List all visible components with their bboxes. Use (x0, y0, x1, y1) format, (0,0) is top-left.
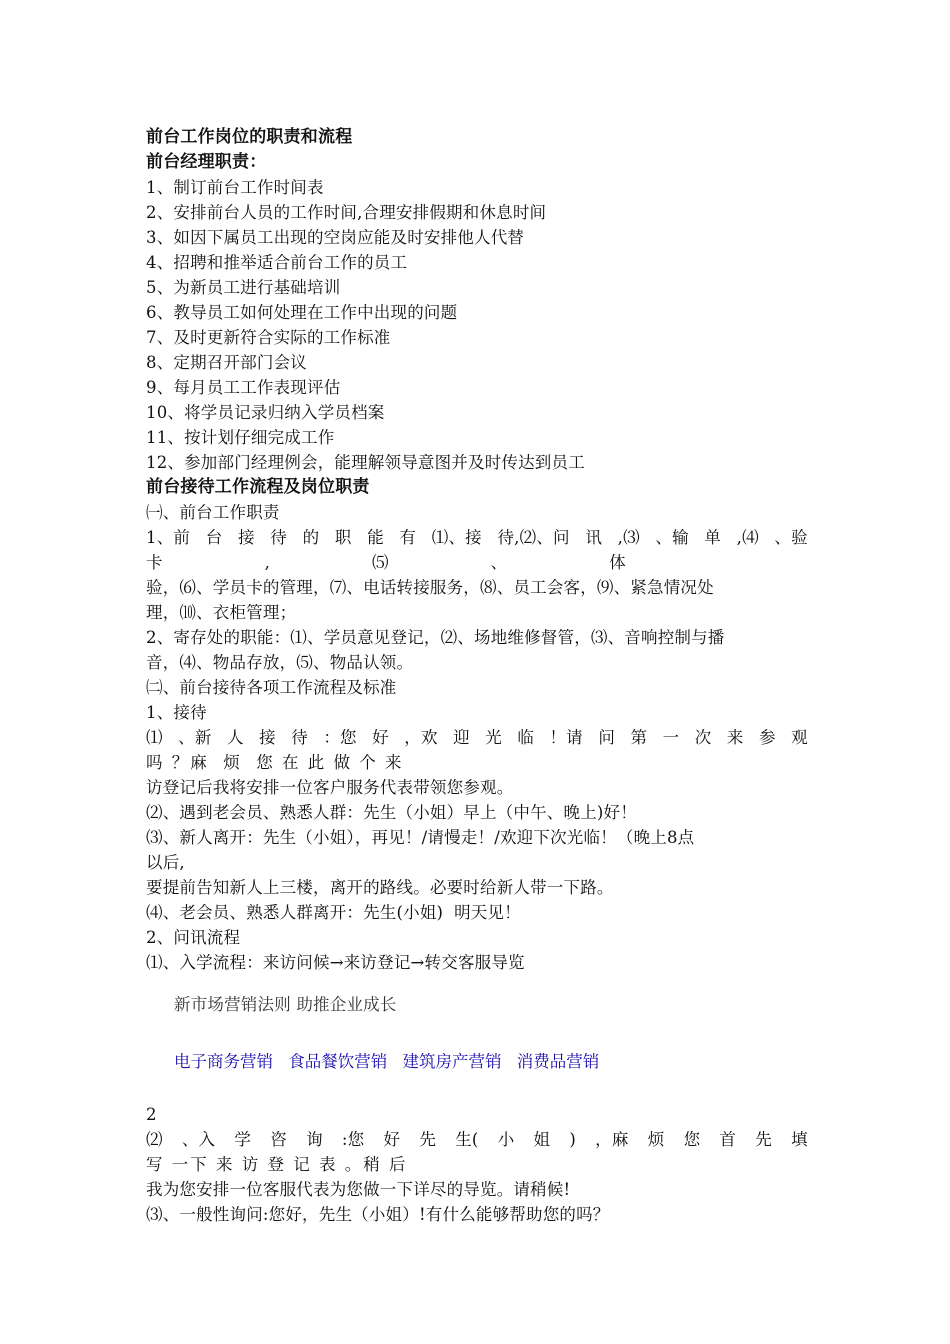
text-fragment: 接 (259, 728, 276, 747)
ad-link-ecommerce[interactable]: 电子商务营销 (174, 1052, 273, 1071)
section-2-title: ㈡、前台接待各项工作流程及标准 (146, 678, 397, 697)
text-fragment: 台 (205, 528, 223, 547)
text-fragment: 、输 (655, 528, 689, 547)
list-item: 11、按计划仔细完成工作 (146, 428, 335, 447)
paragraph-line: ⑶、一般性询问:您好，先生（小姐）!有什么能够帮助您的吗？ (146, 1205, 610, 1224)
text-fragment: ，麻 (595, 1130, 629, 1149)
text-fragment: 卡 (146, 553, 163, 572)
text-fragment: 有 (399, 528, 417, 547)
text-fragment: 询 (306, 1130, 323, 1149)
paragraph-line: 要提前告知新人上三楼，离开的路线。必要时给新人带一下路。 (146, 878, 614, 897)
text-fragment: 能 (367, 528, 384, 547)
text-fragment: 烦 (647, 1130, 665, 1149)
paragraph-line: 音，⑷、物品存放，⑸、物品认领。 (146, 653, 414, 672)
paragraph-line: 访登记后我将安排一位客户服务代表带领您参观。 (146, 778, 514, 797)
paragraph-line: 写 一下 来 访 登 记 表 。稍 后 (146, 1155, 408, 1174)
text-fragment: , (264, 553, 271, 572)
subsection-title: 2、问讯流程 (146, 928, 241, 947)
list-item: 4、招聘和推举适合前台工作的员工 (146, 253, 408, 272)
text-fragment: 一 (662, 728, 680, 747)
text-fragment: ，欢 (404, 728, 438, 747)
text-fragment: 首 (719, 1130, 737, 1149)
section-1-title: ㈠、前台工作职责 (146, 503, 280, 522)
text-fragment: 咨 (270, 1130, 287, 1149)
paragraph-line: 理，⑽、衣柜管理； (146, 603, 297, 622)
text-fragment: 、入 (181, 1130, 216, 1149)
list-item: 8、定期召开部门会议 (146, 353, 307, 372)
spacer (146, 1074, 808, 1102)
text-fragment: ⑴ (146, 728, 163, 747)
text-fragment: 填 (791, 1130, 808, 1149)
text-fragment: ：您 (323, 728, 357, 747)
list-item: 3、如因下属员工出现的空岗应能及时安排他人代替 (146, 228, 525, 247)
text-fragment: 第 (630, 728, 648, 747)
text-fragment: 单 (704, 528, 722, 547)
list-item: 6、教导员工如何处理在工作中出现的问题 (146, 303, 458, 322)
subsection-title: 1、接待 (146, 703, 207, 722)
text-fragment: 小 (497, 1130, 515, 1149)
spacer (146, 975, 808, 992)
list-item: 2、安排前台人员的工作时间,合理安排假期和休息时间 (146, 203, 547, 222)
text-fragment: 迎 (453, 728, 470, 747)
text-fragment: 人 (226, 728, 244, 747)
justified-line (146, 725, 808, 750)
text-fragment: ！请 (549, 728, 583, 747)
ad-link-consumer[interactable]: 消费品营销 (516, 1052, 600, 1071)
text-fragment: :您 (341, 1130, 365, 1149)
text-fragment: 临 (517, 728, 535, 747)
text-fragment: 、验 (774, 528, 808, 547)
text-fragment: ,⑶ (617, 528, 640, 547)
text-fragment: 生( (455, 1130, 479, 1149)
text-fragment: 观 (791, 728, 808, 747)
text-fragment: 来 (726, 728, 744, 747)
text-fragment: 次 (694, 728, 712, 747)
justified-line (146, 1127, 808, 1152)
document-body (146, 125, 808, 1227)
text-fragment: 好 (372, 728, 389, 747)
text-fragment: 待,⑵、问 (497, 528, 570, 547)
text-fragment: ) (569, 1130, 577, 1149)
ad-link-food[interactable]: 食品餐饮营销 (288, 1052, 388, 1071)
list-item: 5、为新员工进行基础培训 (146, 278, 341, 297)
paragraph-line: 以后, (146, 853, 185, 872)
paragraph-line: ⑷、老会员、熟悉人群离开：先生(小姐) 明天见！ (146, 903, 521, 922)
paragraph-line: ⑶、新人离开：先生（小姐），再见！/请慢走！/欢迎下次光临！（晚上8点 (146, 828, 695, 847)
paragraph-line: 吗 ？麻 烦 您 在 此 做 个 来 (146, 753, 404, 772)
text-fragment: 学 (234, 1130, 252, 1149)
list-item: 1、制订前台工作时间表 (146, 178, 324, 197)
text-fragment: 光 (485, 728, 502, 747)
document-title: 前台工作岗位的职责和流程 (146, 127, 353, 147)
text-fragment: 问 (598, 728, 616, 747)
spacer (146, 1017, 808, 1049)
paragraph-line: 验，⑹、学员卡的管理，⑺、电话转接服务，⑻、员工会客，⑼、紧急情况处 (146, 578, 714, 597)
text-fragment: ⑴、接 (431, 528, 482, 547)
text-fragment: 待 (291, 728, 308, 747)
text-fragment: 接 (238, 528, 255, 547)
text-fragment: 职 (334, 528, 352, 547)
text-fragment: 、 (490, 553, 508, 572)
text-fragment: 体 (609, 553, 626, 572)
text-fragment: ,⑷ (736, 528, 759, 547)
text-fragment: 参 (758, 728, 776, 747)
list-item: 10、将学员记录归纳入学员档案 (146, 403, 385, 422)
ad-slogan: 新市场营销法则 助推企业成长 (174, 995, 397, 1014)
page-number: 2 (146, 1105, 157, 1124)
paragraph-line: 我为您安排一位客服代表为您做一下详尽的导览。请稍候! (146, 1180, 571, 1199)
paragraph-line: ⑵、遇到老会员、熟悉人群：先生（小姐）早上（中午、晚上)好！ (146, 803, 637, 822)
justified-line-partial (146, 550, 626, 575)
text-fragment: 好 (383, 1130, 401, 1149)
text-fragment: 您 (683, 1130, 701, 1149)
manager-duties-heading: 前台经理职责： (146, 152, 267, 172)
text-fragment: 待 (270, 528, 287, 547)
paragraph-line: 2、寄存处的职能：⑴、学员意见登记，⑵、场地维修督管，⑶、音响控制与播 (146, 628, 725, 647)
text-fragment: ⑸ (372, 553, 389, 572)
paragraph-line: ⑴、入学流程：来访问候→来访登记→转交客服导览 (146, 953, 525, 972)
ad-links (146, 1049, 808, 1074)
ad-link-construction[interactable]: 建筑房产营销 (402, 1052, 502, 1071)
text-fragment: 1、前 (146, 528, 191, 547)
text-fragment: 先 (419, 1130, 437, 1149)
text-fragment: 讯 (585, 528, 603, 547)
text-fragment: 、新 (178, 728, 212, 747)
list-item: 12、参加部门经理例会，能理解领导意图并及时传达到员工 (146, 453, 585, 472)
text-fragment: 先 (755, 1130, 772, 1149)
justified-line (146, 525, 808, 550)
text-fragment: 姐 (533, 1130, 551, 1149)
reception-heading: 前台接待工作流程及岗位职责 (146, 477, 370, 497)
manager-duties-list (146, 175, 808, 475)
text-fragment: 的 (302, 528, 320, 547)
list-item: 9、每月员工工作表现评估 (146, 378, 341, 397)
text-fragment: ⑵ (146, 1130, 163, 1149)
list-item: 7、及时更新符合实际的工作标准 (146, 328, 391, 347)
